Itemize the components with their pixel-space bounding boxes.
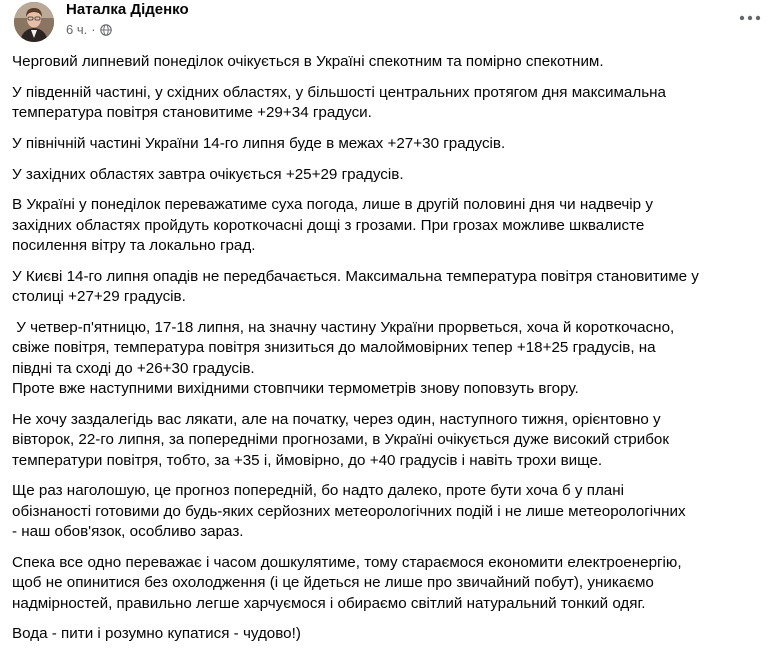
post-paragraph: Черговий липневий понеділок очікується в Україні спекотним та помірно спекотним. xyxy=(12,53,604,70)
post-paragraph: У Києві 14-го липня опадів не передбачається. Максимальна температура повітря становитиме у столиці +27+29 градусів. xyxy=(12,267,699,306)
post-paragraph: Ще раз наголошую, це прогноз попередній, бо надто далеко, проте бути хоча б у плані обізнаності готовими до будь-яких серйозних метеорологічних подій і не лише метеорологічних - наш обов'язок, особливо зараз. xyxy=(12,482,686,541)
post-meta xyxy=(66,22,112,37)
meta-separator: · xyxy=(91,22,96,37)
post-paragraph: В Україні у понеділок переважатиме суха погода, лише в другій половині дня чи надвечір у західних областях пройдуть короткочасні дощі з грозами. При грозах можливе шквалисте посилення вітру та локально град. xyxy=(12,196,653,255)
post-paragraph: Не хочу заздалегідь вас лякати, але на початку, через один, наступного тижня, орієнтовно у вівторок, 22-го липня, за попередніми прогнозами, в Україні очікується дуже високий стрибок температури повітря, тобто, за +35 і, ймовірно, до +40 градусів і навіть трохи вище. xyxy=(12,410,669,469)
more-options-button[interactable] xyxy=(736,8,764,28)
avatar[interactable] xyxy=(14,2,54,42)
post-paragraph: Спека все одно переважає і часом дошкулятиме, тому стараємося економити електроенергію, щоб не опинитися без охолодження (і це йдеться не лише про звичайний побут), уникаємо надмірностей, правильно легше харчуємося і обираємо світлий натуральний тонкий одяг. xyxy=(12,553,682,612)
more-horizontal-icon xyxy=(739,15,761,21)
post-body xyxy=(12,52,768,655)
post-paragraph: У четвер-п'ятницю, 17-18 липня, на значну частину України прорветься, хоча й короткочасно, свіже повітря, температура повітря знизиться до малоймовірних тепер +18+25 градусів, на півдні та сході до +26+30 градусів. Проте вже наступними вихідними стовпчики термометрів знову поповзуть вгору. xyxy=(12,318,675,398)
post-paragraph: У південній частині, у східних областях, у більшості центральних протягом дня максимальна температура повітря становитиме +29+34 градуси. xyxy=(12,83,666,122)
globe-icon[interactable] xyxy=(100,24,112,36)
post-paragraph: У західних областях завтра очікується +25+29 градусів. xyxy=(12,165,404,183)
post-paragraph: У північній частині України 14-го липня буде в межах +27+30 градусів. xyxy=(12,134,506,152)
post-header xyxy=(14,0,764,48)
post-paragraph: Вода - пити і розумно купатися - чудово!) xyxy=(12,625,301,643)
author-name[interactable]: Наталка Діденко xyxy=(66,1,189,18)
avatar-photo xyxy=(14,2,54,42)
post-time[interactable]: 6 ч. xyxy=(66,22,88,37)
